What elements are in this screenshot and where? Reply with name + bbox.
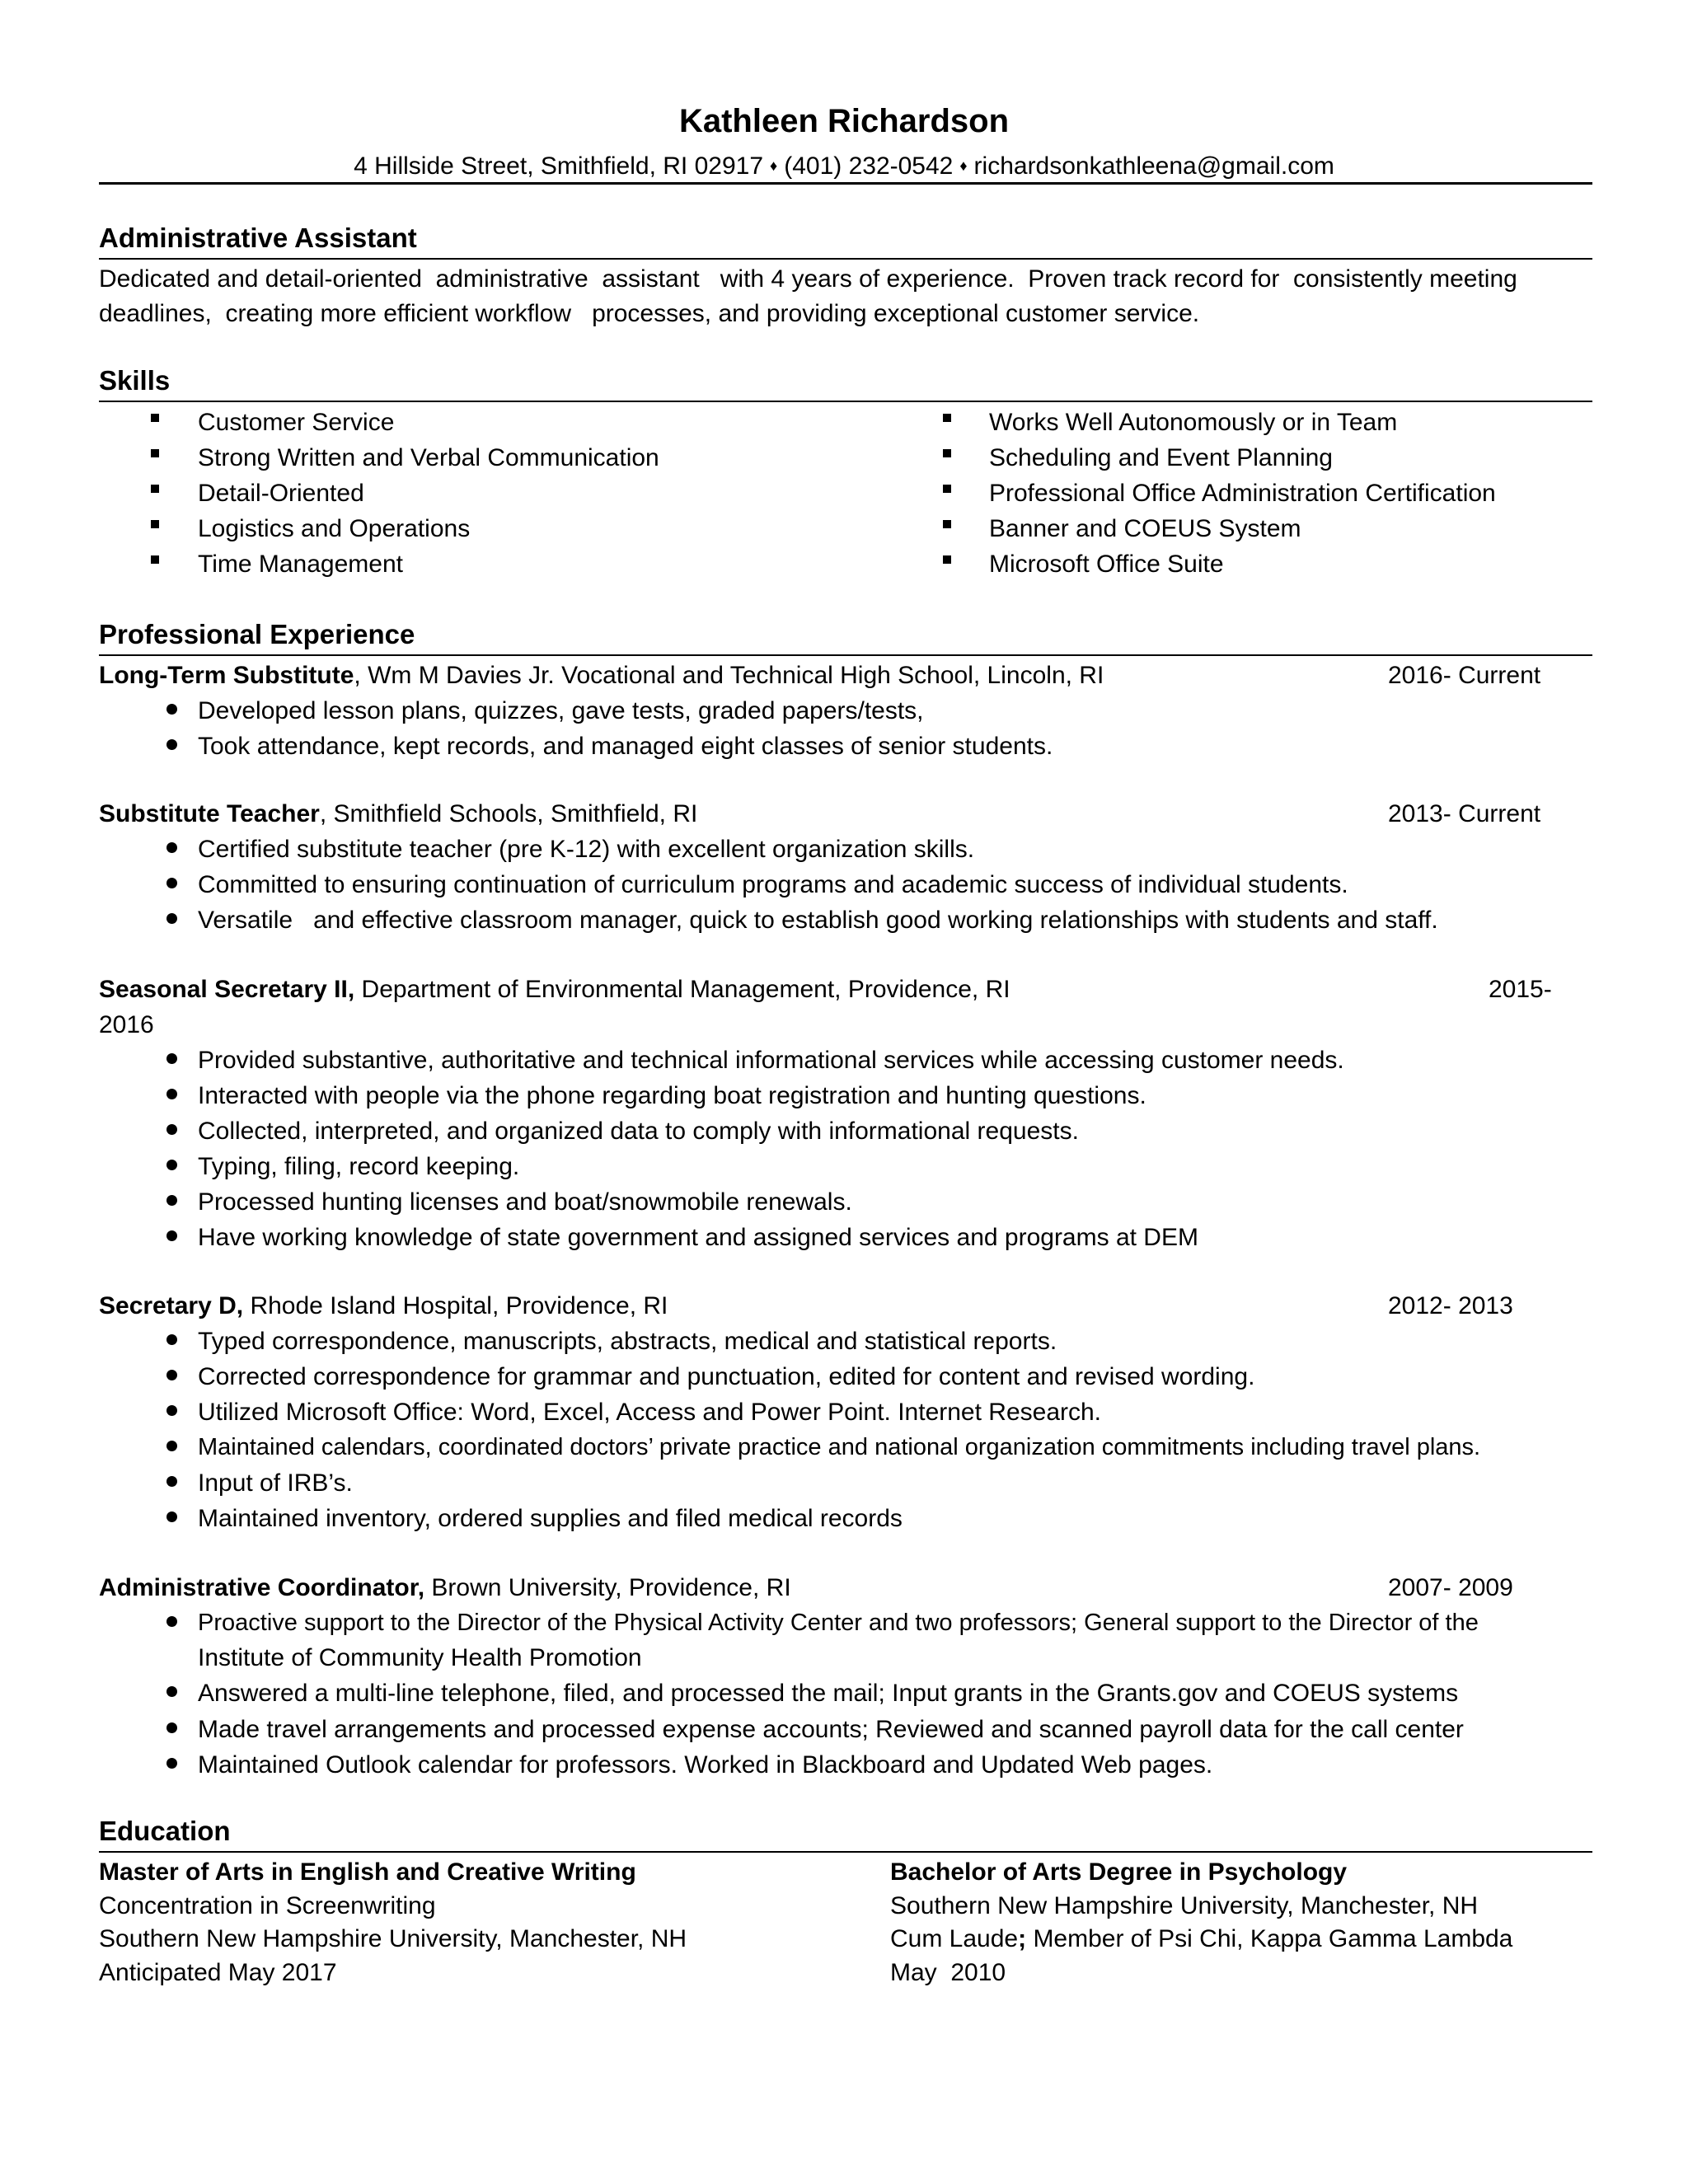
job-title: Secretary D, — [99, 1292, 244, 1319]
job-bullet: Maintained calendars, coordinated doctors’ private practice and national organization commitments including travel plans. — [198, 1434, 1481, 1460]
education-heading: Education — [99, 1816, 231, 1846]
job-dates: 2015- — [1489, 976, 1552, 1003]
separator-diamond-icon: ♦ — [770, 157, 778, 174]
job-bullet: Interacted with people via the phone regarding boat registration and hunting questions. — [198, 1082, 1146, 1109]
bullet-icon — [166, 1334, 177, 1345]
degree-detail: Southern New Hampshire University, Manchester, NH — [99, 1925, 687, 1952]
square-bullet-icon — [151, 485, 159, 493]
job-org: , Wm M Davies Jr. Vocational and Technical High School, Lincoln, RI — [354, 662, 1104, 689]
semicolon: ; — [1018, 1925, 1027, 1952]
skill-item: Banner and COEUS System — [989, 515, 1301, 542]
bullet-icon — [166, 704, 177, 715]
summary-heading: Administrative Assistant — [99, 223, 417, 253]
job-org: Rhode Island Hospital, Providence, RI — [243, 1292, 668, 1319]
job-bullet: Input of IRB’s. — [198, 1469, 353, 1497]
degree-detail — [890, 1921, 1512, 1957]
square-bullet-icon — [151, 555, 159, 564]
bullet-icon — [166, 1441, 177, 1451]
job-title: Administrative Coordinator, — [99, 1574, 425, 1601]
job-bullet: Typed correspondence, manuscripts, abstracts, medical and statistical reports. — [198, 1328, 1057, 1355]
bullet-icon — [166, 1053, 177, 1064]
job-header — [99, 796, 697, 832]
bullet-icon — [166, 1405, 177, 1416]
job-org: Department of Environmental Management, Providence, RI — [354, 976, 1010, 1003]
job-title: Seasonal Secretary II, — [99, 976, 355, 1003]
bullet-icon — [166, 1722, 177, 1733]
degree-title: Master of Arts in English and Creative Writing — [99, 1858, 636, 1886]
summary-line-1: Dedicated and detail-oriented administrative assistant with 4 years of experience. Proven track record for consistently meeting — [99, 265, 1517, 293]
job-title: Long-Term Substitute — [99, 662, 354, 689]
job-dates: 2013- Current — [1388, 800, 1541, 827]
bullet-icon — [166, 842, 177, 853]
square-bullet-icon — [151, 449, 159, 457]
job-bullet: Typing, filing, record keeping. — [198, 1153, 520, 1180]
skill-item: Customer Service — [198, 409, 395, 436]
experience-heading: Professional Experience — [99, 619, 415, 649]
square-bullet-icon — [151, 414, 159, 422]
square-bullet-icon — [943, 555, 951, 564]
job-org: Brown University, Providence, RI — [424, 1574, 791, 1601]
skill-item: Strong Written and Verbal Communication — [198, 444, 659, 471]
square-bullet-icon — [943, 449, 951, 457]
bullet-icon — [166, 1370, 177, 1380]
bullet-icon — [166, 1758, 177, 1769]
job-header — [99, 658, 1104, 693]
bullet-icon — [166, 1230, 177, 1241]
skill-item: Professional Office Administration Certification — [989, 480, 1496, 507]
job-bullet: Developed lesson plans, quizzes, gave tests, graded papers/tests, — [198, 697, 924, 724]
job-bullet: Certified substitute teacher (pre K-12) with excellent organization skills. — [198, 836, 975, 863]
bullet-icon — [166, 878, 177, 888]
bullet-icon — [166, 739, 177, 750]
skills-heading: Skills — [99, 365, 171, 396]
honors: Cum Laude — [890, 1925, 1019, 1952]
bullet-icon — [166, 1616, 177, 1627]
job-bullet: Versatile and effective classroom manager, quick to establish good working relationships with students and staff. — [198, 907, 1438, 934]
experience-divider — [99, 654, 1592, 656]
bullet-icon — [166, 1476, 177, 1487]
education-divider — [99, 1851, 1592, 1853]
bullet-icon — [166, 1160, 177, 1170]
contact-line — [0, 148, 1688, 184]
skills-divider — [99, 401, 1592, 402]
job-bullet: Corrected correspondence for grammar and punctuation, edited for content and revised wording. — [198, 1363, 1255, 1390]
bullet-icon — [166, 1511, 177, 1522]
job-bullet: Answered a multi-line telephone, filed, and processed the mail; Input grants in the Grants.gov and COEUS systems — [198, 1680, 1459, 1707]
bullet-icon — [166, 1195, 177, 1206]
job-bullet-continuation: Institute of Community Health Promotion — [198, 1644, 642, 1671]
job-bullet: Maintained Outlook calendar for professors. Worked in Blackboard and Updated Web pages. — [198, 1751, 1213, 1779]
job-dates: 2016- Current — [1388, 662, 1541, 689]
degree-detail: Southern New Hampshire University, Manchester, NH — [890, 1892, 1479, 1919]
skill-item: Microsoft Office Suite — [989, 551, 1224, 578]
job-org: , Smithfield Schools, Smithfield, RI — [319, 800, 698, 827]
bullet-icon — [166, 1089, 177, 1099]
job-bullet: Utilized Microsoft Office: Word, Excel, Access and Power Point. Internet Research. — [198, 1399, 1102, 1426]
job-dates: 2012- 2013 — [1388, 1292, 1513, 1319]
address: 4 Hillside Street, Smithfield, RI 02917 — [354, 152, 764, 180]
summary-divider — [99, 258, 1592, 260]
job-dates-wrap: 2016 — [99, 1011, 154, 1038]
skill-item: Works Well Autonomously or in Team — [989, 409, 1398, 436]
job-bullet: Processed hunting licenses and boat/snowmobile renewals. — [198, 1188, 852, 1216]
job-bullet: Proactive support to the Director of the Physical Activity Center and two professors; General support to the Director of the — [198, 1610, 1479, 1636]
bullet-icon — [166, 913, 177, 924]
phone: (401) 232-0542 — [784, 152, 954, 180]
job-bullet: Maintained inventory, ordered supplies and filed medical records — [198, 1505, 903, 1532]
separator-diamond-icon: ♦ — [959, 157, 968, 174]
job-bullet: Provided substantive, authoritative and technical informational services while accessing customer needs. — [198, 1047, 1344, 1074]
bullet-icon — [166, 1686, 177, 1697]
job-header — [99, 972, 1010, 1007]
skill-item: Scheduling and Event Planning — [989, 444, 1333, 471]
degree-title: Bachelor of Arts Degree in Psychology — [890, 1858, 1348, 1886]
degree-detail: May 2010 — [890, 1959, 1006, 1986]
square-bullet-icon — [943, 414, 951, 422]
bullet-icon — [166, 1124, 177, 1135]
square-bullet-icon — [943, 485, 951, 493]
square-bullet-icon — [943, 520, 951, 528]
job-bullet: Made travel arrangements and processed expense accounts; Reviewed and scanned payroll data for the call center — [198, 1716, 1464, 1743]
candidate-name: Kathleen Richardson — [678, 103, 1010, 139]
skill-item: Time Management — [198, 551, 403, 578]
degree-detail: Concentration in Screenwriting — [99, 1892, 436, 1919]
square-bullet-icon — [151, 520, 159, 528]
summary-line-2: deadlines, creating more efficient workflow processes, and providing exceptional customer service. — [99, 300, 1200, 327]
job-bullet: Have working knowledge of state government and assigned services and programs at DEM — [198, 1224, 1198, 1251]
degree-detail: Anticipated May 2017 — [99, 1959, 337, 1986]
job-header — [99, 1570, 791, 1605]
job-bullet: Took attendance, kept records, and managed eight classes of senior students. — [198, 733, 1053, 760]
header-divider — [99, 182, 1592, 185]
job-bullet: Committed to ensuring continuation of curriculum programs and academic success of individual students. — [198, 871, 1348, 898]
email: richardsonkathleena@gmail.com — [973, 152, 1334, 180]
skill-item: Logistics and Operations — [198, 515, 471, 542]
job-dates: 2007- 2009 — [1388, 1574, 1513, 1601]
memberships: Member of Psi Chi, Kappa Gamma Lambda — [1026, 1925, 1513, 1952]
job-title: Substitute Teacher — [99, 800, 320, 827]
job-header — [99, 1288, 668, 1324]
job-bullet: Collected, interpreted, and organized data to comply with informational requests. — [198, 1118, 1079, 1145]
skill-item: Detail-Oriented — [198, 480, 364, 507]
